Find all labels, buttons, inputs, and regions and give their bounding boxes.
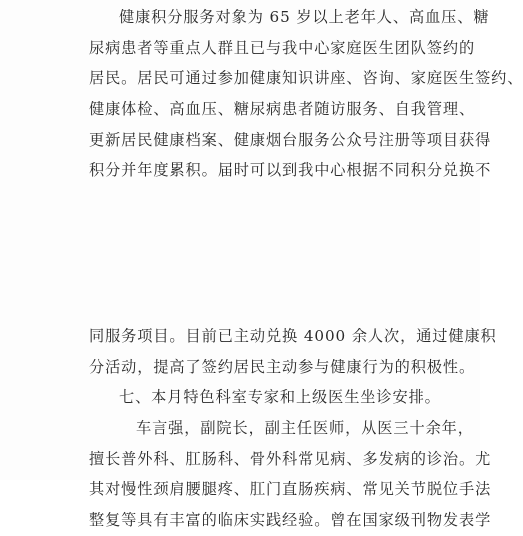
section-heading: 七、本月特色科室专家和上级医生坐诊安排。: [119, 388, 441, 407]
paragraph-continuation: [89, 321, 497, 536]
text-line: 健康体检、高血压、糖尿病患者随访服务、自我管理、: [89, 100, 476, 119]
text-line: 更新居民健康档案、健康烟台服务公众号注册等项目获得: [89, 130, 492, 149]
text-line: 整复等具有丰富的临床实践经验。曾在国家级刊物发表学: [89, 511, 492, 530]
text-line: 分活动，提高了签约居民主动参与健康行为的积极性。: [89, 357, 476, 376]
text-line: 擅长普外科、肛肠科、骨外科常见病、多发病的诊治。尤: [89, 449, 492, 468]
text-line: 同服务项目。目前已主动兑换 4000 余人次，通过健康积: [89, 327, 497, 345]
text-line: 居民。居民可通过参加健康知识讲座、咨询、家庭医生签约、: [89, 69, 523, 88]
text-line: 健康积分服务对象为 65 岁以上老年人、高血压、糖: [119, 8, 490, 26]
text-line: 积分并年度累积。届时可以到我中心根据不同积分兑换不: [89, 161, 492, 180]
text-line: 车言强，副院长，副主任医师，从医三十余年，: [136, 419, 474, 438]
text-line: 其对慢性颈肩腰腿疼、肛门直肠疾病、常见关节脱位手法: [89, 480, 492, 499]
paragraph-health-points: [89, 2, 523, 186]
text-line: 尿病患者等重点人群且已与我中心家庭医生团队签约的: [89, 38, 476, 57]
